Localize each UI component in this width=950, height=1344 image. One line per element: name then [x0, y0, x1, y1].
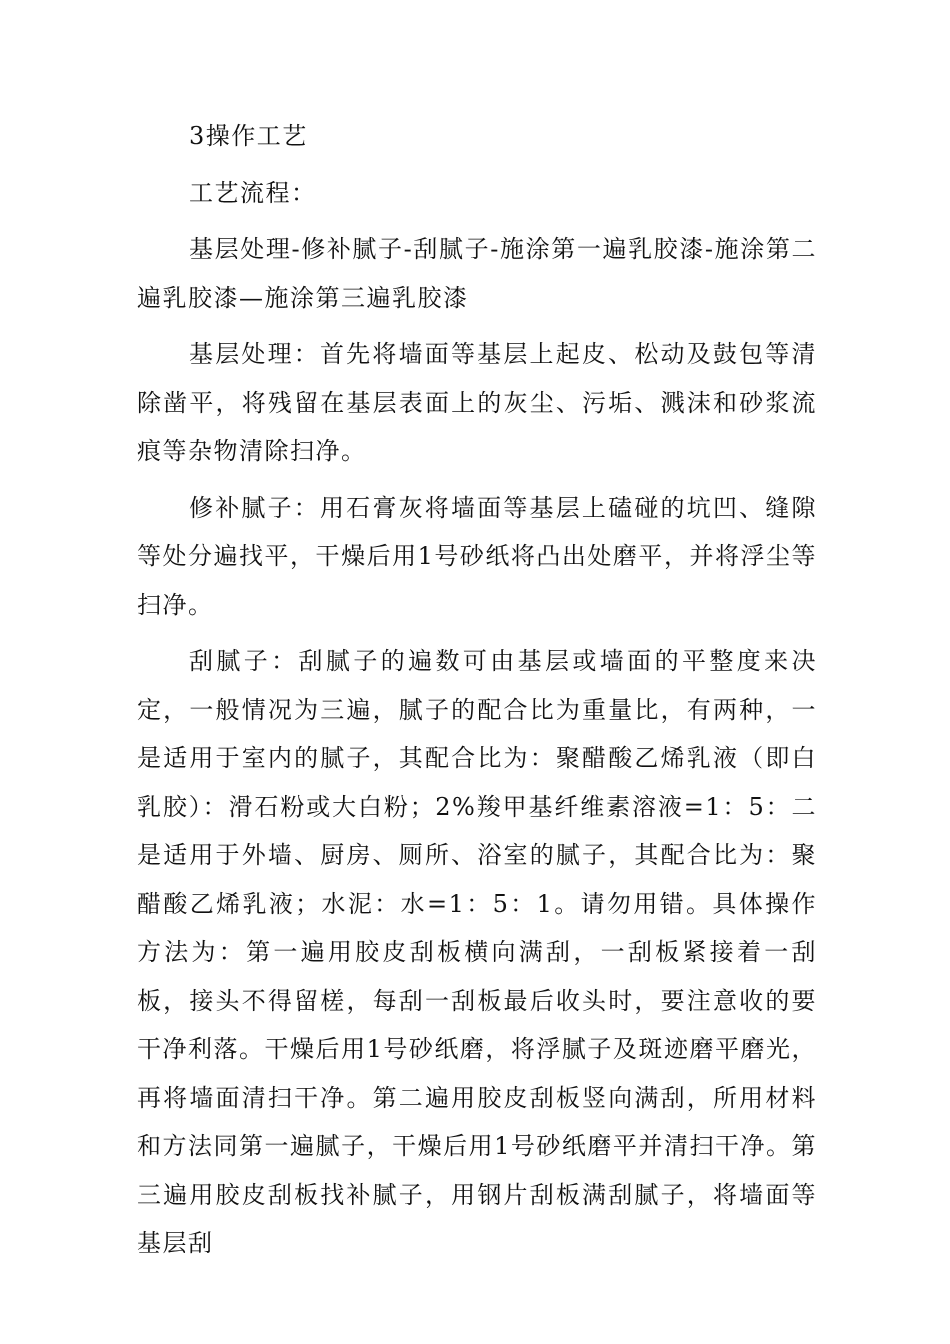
paragraph-scrape-putty: 刮腻子：刮腻子的遍数可由基层或墙面的平整度来决定，一般情况为三遍，腻子的配合比为重量比，有两种，一是适用于室内的腻子，其配合比为：聚醋酸乙烯乳液（即白乳胶）：滑石粉或大白粉；2%羧甲基纤维素溶液=1：5：二是适用于外墙、厨房、厕所、浴室的腻子，其配合比为：聚醋酸乙烯乳液；水泥：水=1：5：1。请勿用错。具体操作方法为：第一遍用胶皮刮板横向满刮，一刮板紧接着一刮板，接头不得留槎，每刮一刮板最后收头时，要注意收的要干净利落。干燥后用1号砂纸磨，将浮腻子及斑迹磨平磨光，再将墙面清扫干净。第二遍用胶皮刮板竖向满刮，所用材料和方法同第一遍腻子，干燥后用1号砂纸磨平并清扫干净。第三遍用胶皮刮板找补腻子，用钢片刮板满刮腻子，将墙面等基层刮: [137, 647, 817, 1257]
section-heading: 3操作工艺: [189, 122, 308, 150]
paragraph-patch-putty: 修补腻子：用石膏灰将墙面等基层上磕碰的坑凹、缝隙等处分遍找平，干燥后用1号砂纸将凸出处磨平，并将浮尘等扫净。: [137, 493, 817, 619]
process-flow-steps: 基层处理-修补腻子-刮腻子-施涂第一遍乳胶漆-施涂第二遍乳胶漆—施涂第三遍乳胶漆: [137, 235, 817, 312]
document-body: [137, 112, 817, 1276]
process-flow-label: 工艺流程：: [189, 178, 317, 207]
paragraph-base-treatment: 基层处理：首先将墙面等基层上起皮、松动及鼓包等清除凿平，将残留在基层表面上的灰尘、污垢、溅沫和砂浆流痕等杂物清除扫净。: [137, 340, 817, 465]
